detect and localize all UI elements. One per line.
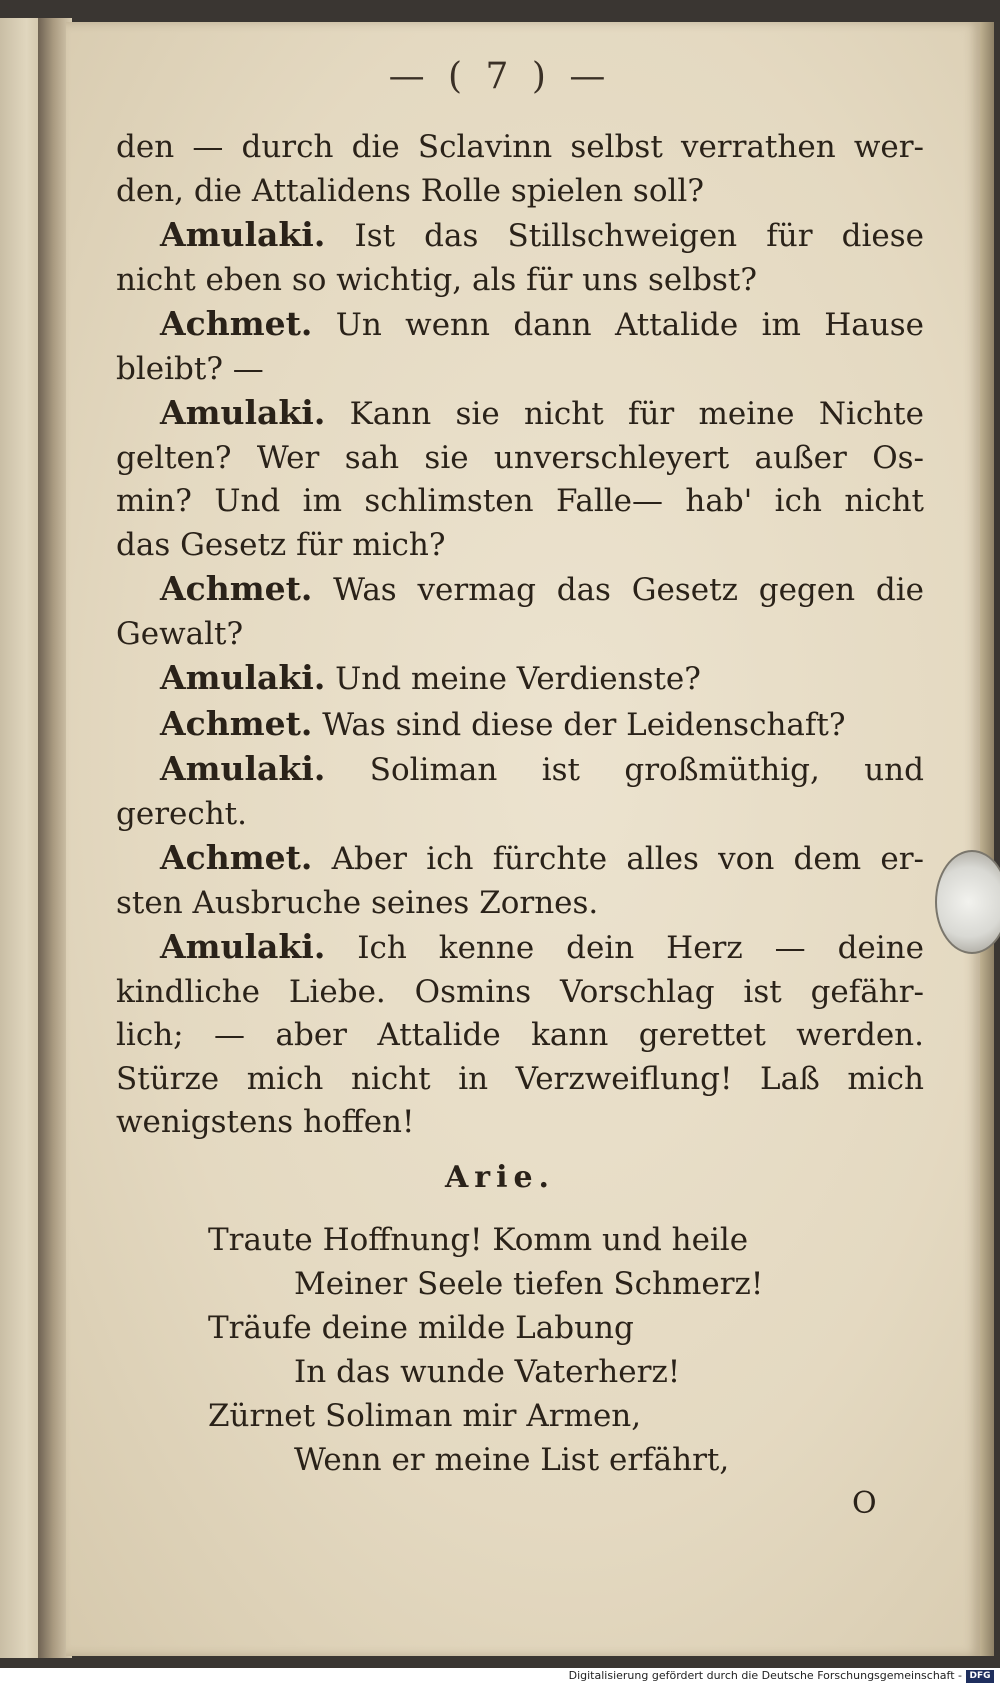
text-line xyxy=(116,836,924,882)
text-line xyxy=(116,480,924,524)
line-text: Un wenn dann Attalide im Hause xyxy=(312,307,924,343)
text-line xyxy=(116,702,924,748)
line-text: Kann sie nicht für meine Nichte xyxy=(325,396,924,432)
line-text: den — durch die Sclavinn selbst verrathen wer- xyxy=(116,129,924,165)
text-line xyxy=(116,437,924,481)
line-text: Und meine Verdienste? xyxy=(325,661,701,697)
text-line xyxy=(116,925,924,971)
text-line xyxy=(116,126,924,170)
text-line xyxy=(116,613,924,657)
line-text: lich; — aber Attalide kann gerettet werden. xyxy=(116,1017,924,1053)
line-text: Ich kenne dein Herz — deine xyxy=(325,930,924,966)
line-text: Was sind diese der Leidenschaft? xyxy=(312,706,846,743)
verse-line: Wenn er meine List erfährt, xyxy=(294,1442,730,1478)
line-text: Stürze mich nicht in Verzweiflung! Laß mich xyxy=(116,1060,924,1097)
text-line xyxy=(116,391,924,437)
verse-line: Meiner Seele tiefen Schmerz! xyxy=(294,1266,764,1302)
line-text: das Gesetz für mich? xyxy=(116,526,446,563)
speaker-name: Amulaki. xyxy=(160,749,326,788)
catchword: O xyxy=(852,1486,877,1521)
verse-line: In das wunde Vaterherz! xyxy=(294,1354,681,1390)
line-text: gerecht. xyxy=(116,795,247,832)
line-text: min? Und im schlimsten Falle— hab' ich nicht xyxy=(116,483,924,519)
aria-title: Arie. xyxy=(444,1160,555,1195)
text-line xyxy=(116,1101,924,1145)
speaker-name: Achmet. xyxy=(160,703,313,743)
line-text: sten Ausbruche seines Zornes. xyxy=(116,884,599,921)
speaker-name: Amulaki. xyxy=(160,215,326,254)
prose-block xyxy=(116,126,924,1145)
text-line xyxy=(116,793,924,837)
line-text: Was vermag das Gesetz gegen die xyxy=(312,572,924,608)
line-text: Soliman ist großmüthig, und xyxy=(325,752,924,788)
text-line xyxy=(116,567,924,613)
line-text: kindliche Liebe. Osmins Vorschlag ist gefähr- xyxy=(116,973,924,1010)
dfg-logo: DFG xyxy=(966,1670,994,1683)
line-text: wenigstens hoffen! xyxy=(116,1104,415,1140)
speaker-name: Amulaki. xyxy=(160,658,326,697)
text-line xyxy=(116,747,924,793)
line-text: nicht eben so wichtig, als für uns selbst? xyxy=(116,261,757,298)
footer-credit: Digitalisierung gefördert durch die Deutsche Forschungsgemeinschaft - xyxy=(568,1669,962,1682)
text-line xyxy=(116,524,924,568)
line-text: den, die Attalidens Rolle spielen soll? xyxy=(116,172,704,209)
line-text: gelten? Wer sah sie unverschleyert außer Os- xyxy=(116,439,924,476)
text-line xyxy=(116,1058,924,1102)
text-line xyxy=(116,882,924,926)
line-text: Gewalt? xyxy=(116,615,244,652)
verse-line: Traute Hoffnung! Komm und heile xyxy=(208,1222,749,1258)
text-line xyxy=(116,259,924,303)
text-line xyxy=(116,170,924,214)
text-line xyxy=(116,302,924,348)
speaker-name: Achmet. xyxy=(160,304,313,343)
speaker-name: Achmet. xyxy=(160,838,313,877)
speaker-name: Amulaki. xyxy=(160,393,326,432)
text-line xyxy=(116,1014,924,1058)
verse-block xyxy=(208,1218,928,1482)
line-text: Aber ich fürchte alles von dem er- xyxy=(312,841,924,877)
verse-line: Träufe deine milde Labung xyxy=(208,1310,634,1346)
text-line xyxy=(116,348,924,392)
speaker-name: Achmet. xyxy=(160,569,313,608)
text-line xyxy=(116,656,924,702)
text-line xyxy=(116,971,924,1015)
page-number-header: — ( 7 ) — xyxy=(388,56,612,97)
verse-line: Zürnet Soliman mir Armen, xyxy=(208,1398,642,1434)
line-text: bleibt? — xyxy=(116,350,264,387)
speaker-name: Amulaki. xyxy=(160,927,326,966)
line-text: Ist das Stillschweigen für diese xyxy=(325,218,924,254)
text-line xyxy=(116,213,924,259)
